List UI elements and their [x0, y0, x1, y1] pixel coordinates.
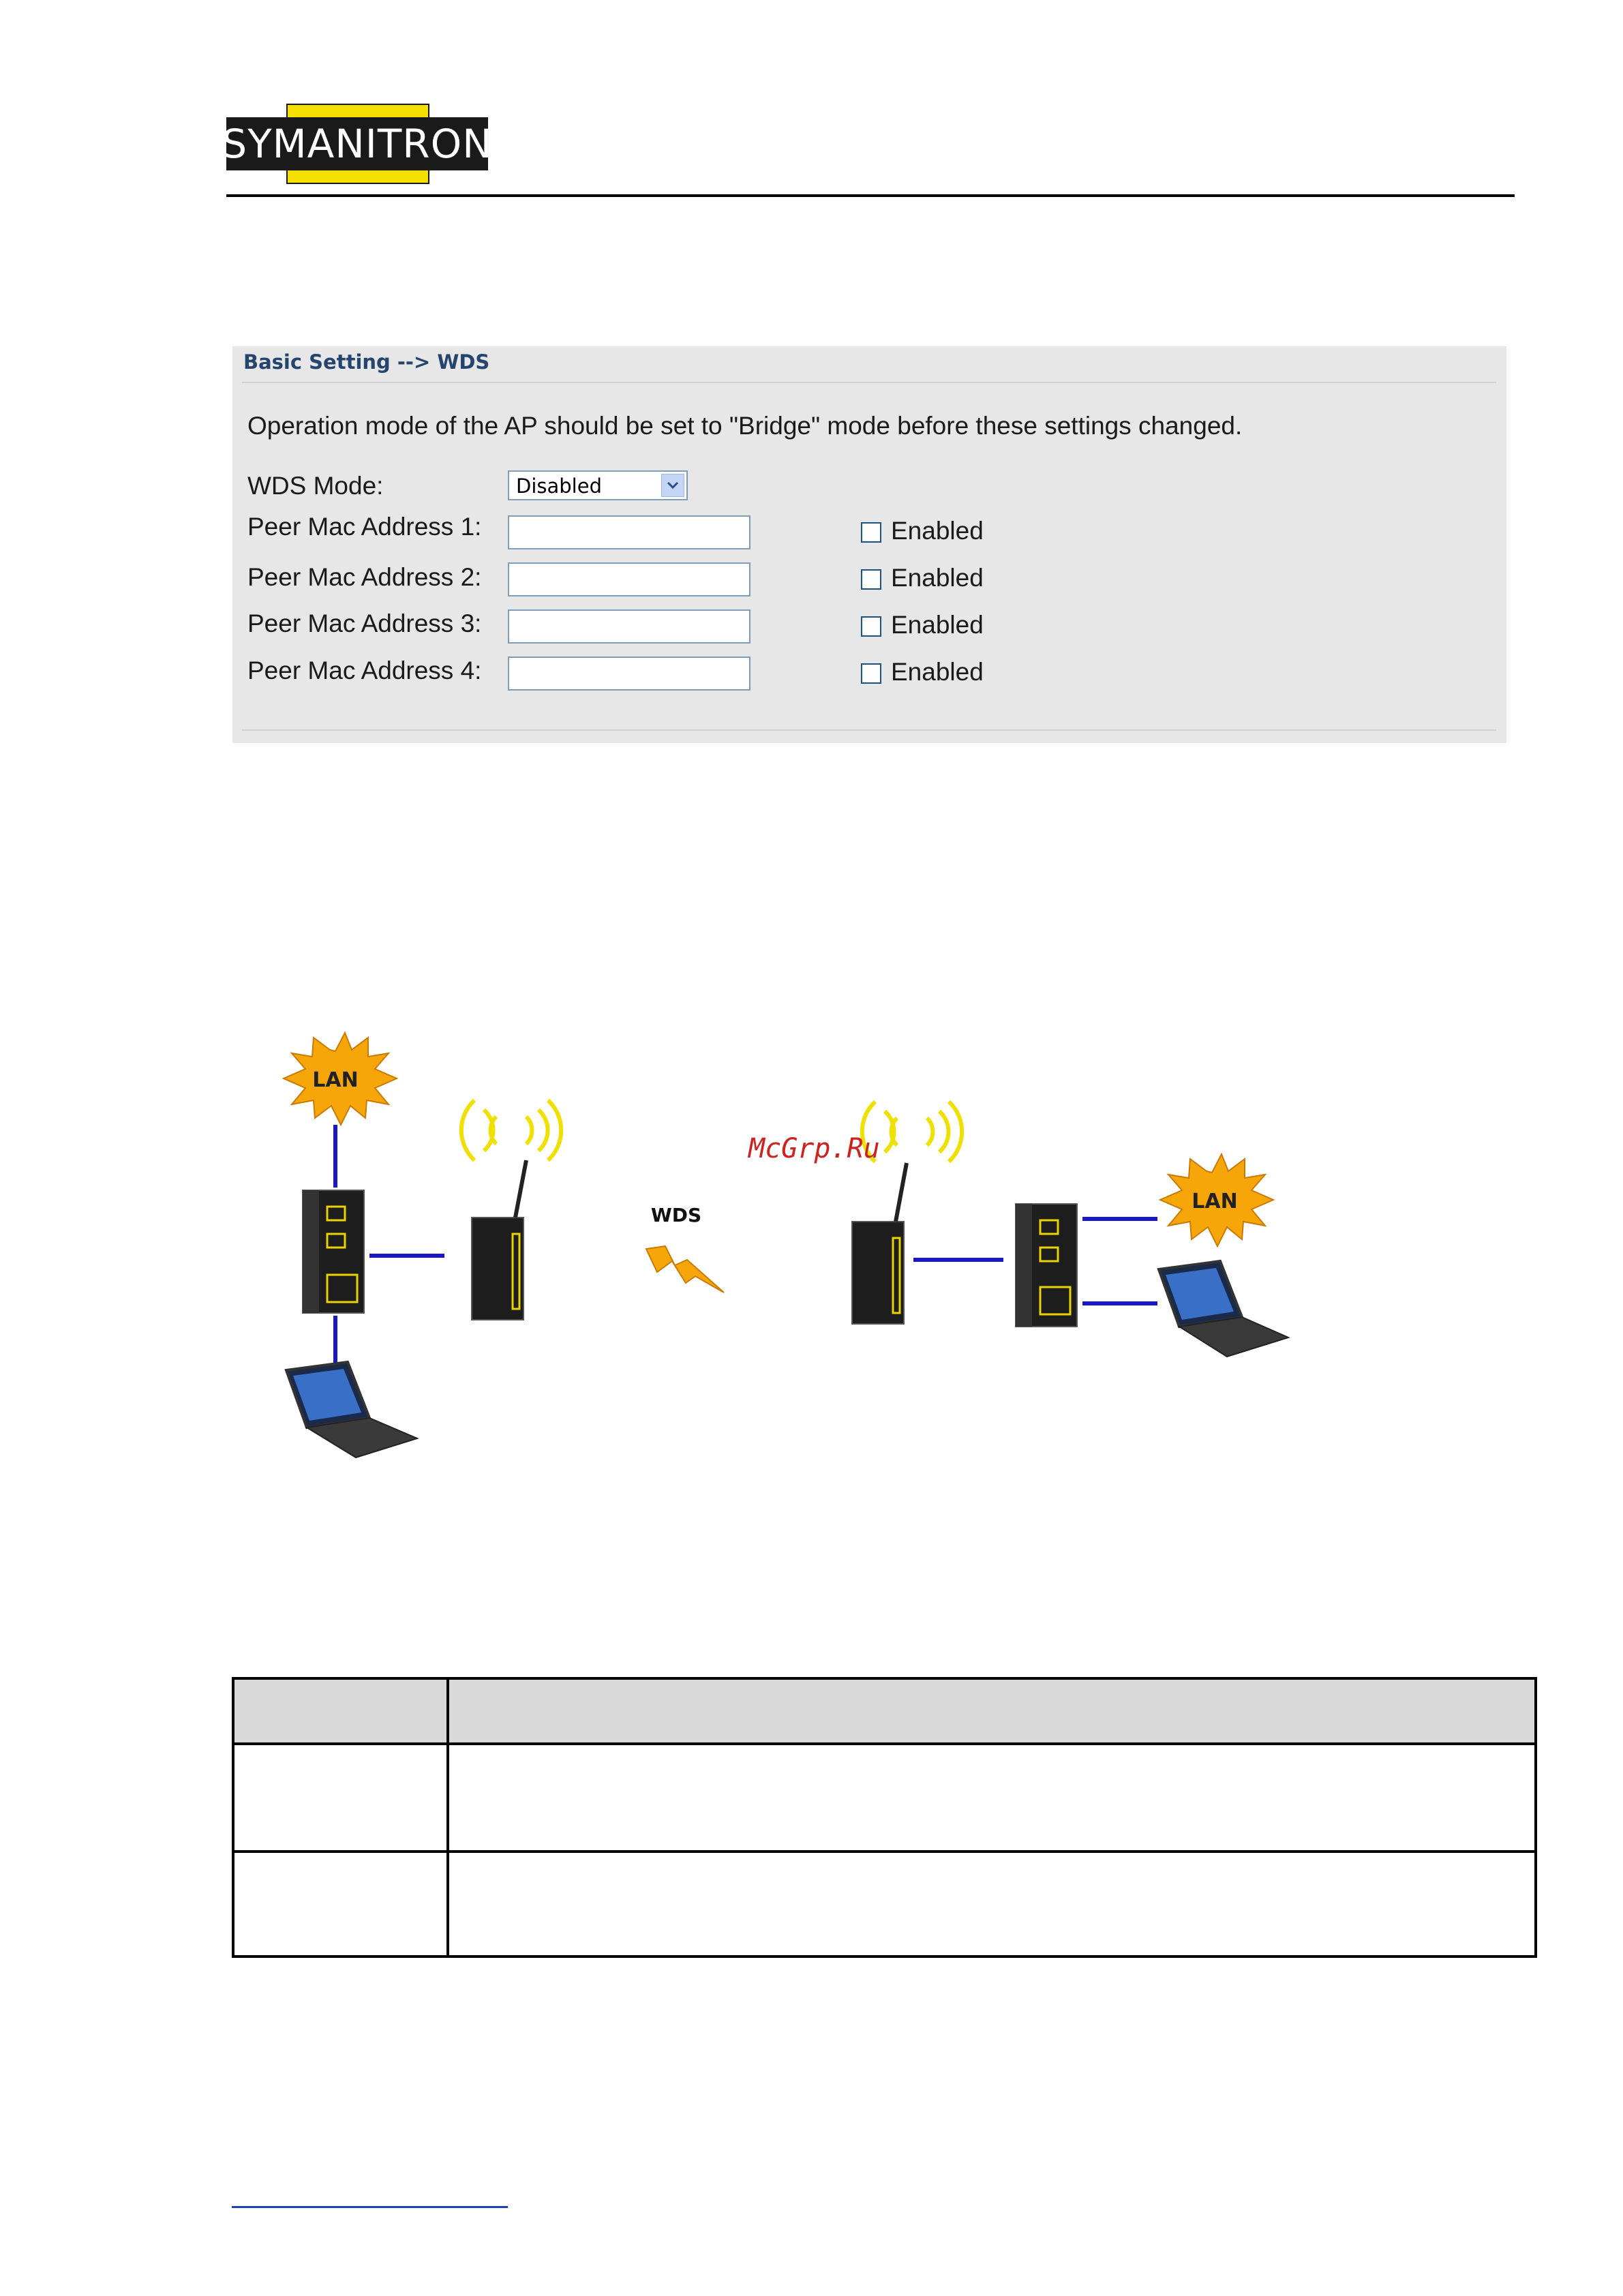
switch-device-left	[303, 1190, 364, 1313]
peer-mac-3-label: Peer Mac Address 3:	[247, 609, 482, 637]
access-point-right	[852, 1163, 907, 1324]
wds-mode-label: WDS Mode:	[247, 472, 384, 500]
peer-mac-1-input[interactable]	[508, 515, 750, 549]
peer-2-enabled-checkbox[interactable]	[861, 569, 881, 590]
peer-2-enabled-label: Enabled	[891, 564, 984, 592]
laptop-left	[286, 1362, 417, 1457]
header-divider	[226, 194, 1515, 197]
lan-left-label: LAN	[312, 1068, 359, 1092]
peer-mac-1-label: Peer Mac Address 1:	[247, 513, 482, 541]
watermark-text: McGrp.Ru	[748, 1133, 880, 1164]
panel-divider-bottom	[242, 729, 1496, 731]
table-row-divider	[234, 1850, 1534, 1853]
peer-mac-2-input[interactable]	[508, 562, 750, 596]
logo-black-box	[222, 117, 493, 170]
lan-burst-right	[1160, 1154, 1273, 1246]
lightning-bolt-icon	[646, 1246, 724, 1293]
access-point-left	[472, 1160, 526, 1320]
footer-link-underline[interactable]	[232, 2206, 508, 2208]
lan-right-label: LAN	[1192, 1190, 1238, 1213]
panel-divider-top	[242, 382, 1496, 383]
table-column-divider	[446, 1680, 449, 1955]
peer-4-enabled-checkbox[interactable]	[861, 663, 881, 684]
peer-4-enabled-label: Enabled	[891, 658, 984, 686]
parameter-table	[232, 1677, 1537, 1958]
lan-burst-left	[284, 1033, 397, 1125]
peer-3-enabled-checkbox[interactable]	[861, 616, 881, 637]
peer-mac-4-input[interactable]	[508, 656, 750, 691]
laptop-right	[1159, 1261, 1288, 1357]
peer-mac-2-label: Peer Mac Address 2:	[247, 563, 482, 591]
switch-device-right	[1016, 1204, 1077, 1327]
wds-mode-value: Disabled	[516, 474, 602, 498]
peer-1-enabled-checkbox[interactable]	[861, 522, 881, 543]
operation-mode-note: Operation mode of the AP should be set to "Bridge" mode before these settings changed.	[247, 412, 1243, 440]
wds-settings-panel	[232, 346, 1506, 743]
peer-mac-4-label: Peer Mac Address 4:	[247, 656, 482, 684]
wds-mode-select[interactable]	[508, 470, 688, 500]
peer-mac-3-input[interactable]	[508, 609, 750, 644]
wifi-signal-icon	[461, 1100, 561, 1160]
peer-3-enabled-label: Enabled	[891, 611, 984, 639]
logo-text: SYMANITRON	[222, 121, 493, 167]
table-header-row	[234, 1680, 1534, 1745]
peer-1-enabled-label: Enabled	[891, 517, 984, 545]
panel-title: Basic Setting --> WDS	[243, 350, 490, 374]
wds-label: WDS	[650, 1204, 702, 1226]
company-logo	[222, 104, 493, 184]
chevron-down-icon[interactable]	[661, 474, 684, 497]
wds-network-diagram	[245, 1029, 1309, 1500]
